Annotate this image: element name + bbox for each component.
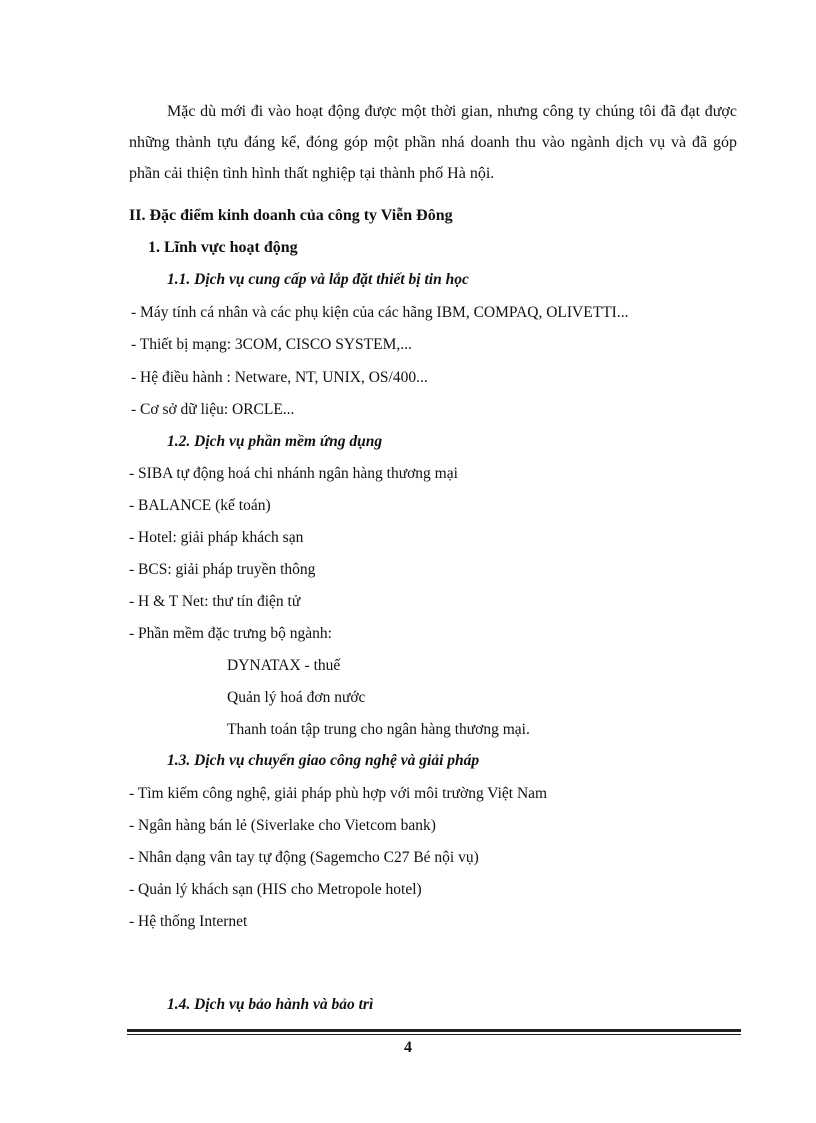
list-item: - BALANCE (kế toán): [129, 497, 271, 514]
heading-1-2: 1.2. Dịch vụ phần mềm ứng dụng: [167, 433, 383, 450]
subsection-heading: 1. Lĩnh vực hoạt động: [148, 239, 298, 256]
list-item: - Phần mềm đặc trưng bộ ngành:: [129, 625, 332, 642]
list-item: - Hệ thống Internet: [129, 913, 248, 930]
intro-paragraph: Mặc dù mới đi vào hoạt động được một thời gian, nhưng công ty chúng tôi đã đạt được những thành tựu đáng kể, đóng góp một phần nhá doanh thu vào ngành dịch vụ và đã góp phần cải thiện tình hình thất nghiệp tại thành phố Hà nội.: [129, 103, 737, 182]
list-item: - Thiết bị mạng: 3COM, CISCO SYSTEM,...: [131, 336, 412, 353]
section-heading: II. Đặc điểm kinh doanh của công ty Viễn Đông: [129, 207, 453, 224]
list-item: - Hotel: giải pháp khách sạn: [129, 529, 304, 546]
heading-1-1: 1.1. Dịch vụ cung cấp và lắp đặt thiết bị tin học: [167, 271, 469, 288]
footer-rule-thick: [127, 1029, 741, 1032]
list-item: - Hệ điều hành : Netware, NT, UNIX, OS/400...: [131, 369, 428, 386]
list-item: - BCS: giải pháp truyền thông: [129, 561, 316, 578]
list-item: - Ngân hàng bán lẻ (Siverlake cho Vietcom bank): [129, 817, 436, 834]
footer-rule-thin: [127, 1034, 741, 1035]
list-item: - Cơ sở dữ liệu: ORCLE...: [131, 401, 295, 418]
sub-list-item: Thanh toán tập trung cho ngân hàng thương mại.: [227, 721, 530, 738]
sub-list-item: Quản lý hoá đơn nước: [227, 689, 366, 706]
page-number: 4: [404, 1039, 412, 1056]
heading-1-4: 1.4. Dịch vụ bảo hành và bảo trì: [167, 996, 374, 1013]
list-item: - Máy tính cá nhân và các phụ kiện của các hãng IBM, COMPAQ, OLIVETTI...: [131, 304, 629, 321]
list-item: - Quản lý khách sạn (HIS cho Metropole hotel): [129, 881, 422, 898]
list-item: - SIBA tự động hoá chi nhánh ngân hàng thương mại: [129, 465, 458, 482]
list-item: - Tìm kiếm công nghệ, giải pháp phù hợp với môi trường Việt Nam: [129, 785, 548, 802]
list-item: - H & T Net: thư tín điện tử: [129, 593, 301, 610]
sub-list-item: DYNATAX - thuế: [227, 657, 341, 674]
heading-1-3: 1.3. Dịch vụ chuyển giao công nghệ và giải pháp: [167, 752, 480, 769]
list-item: - Nhân dạng vân tay tự động (Sagemcho C27 Bé nội vụ): [129, 849, 479, 866]
